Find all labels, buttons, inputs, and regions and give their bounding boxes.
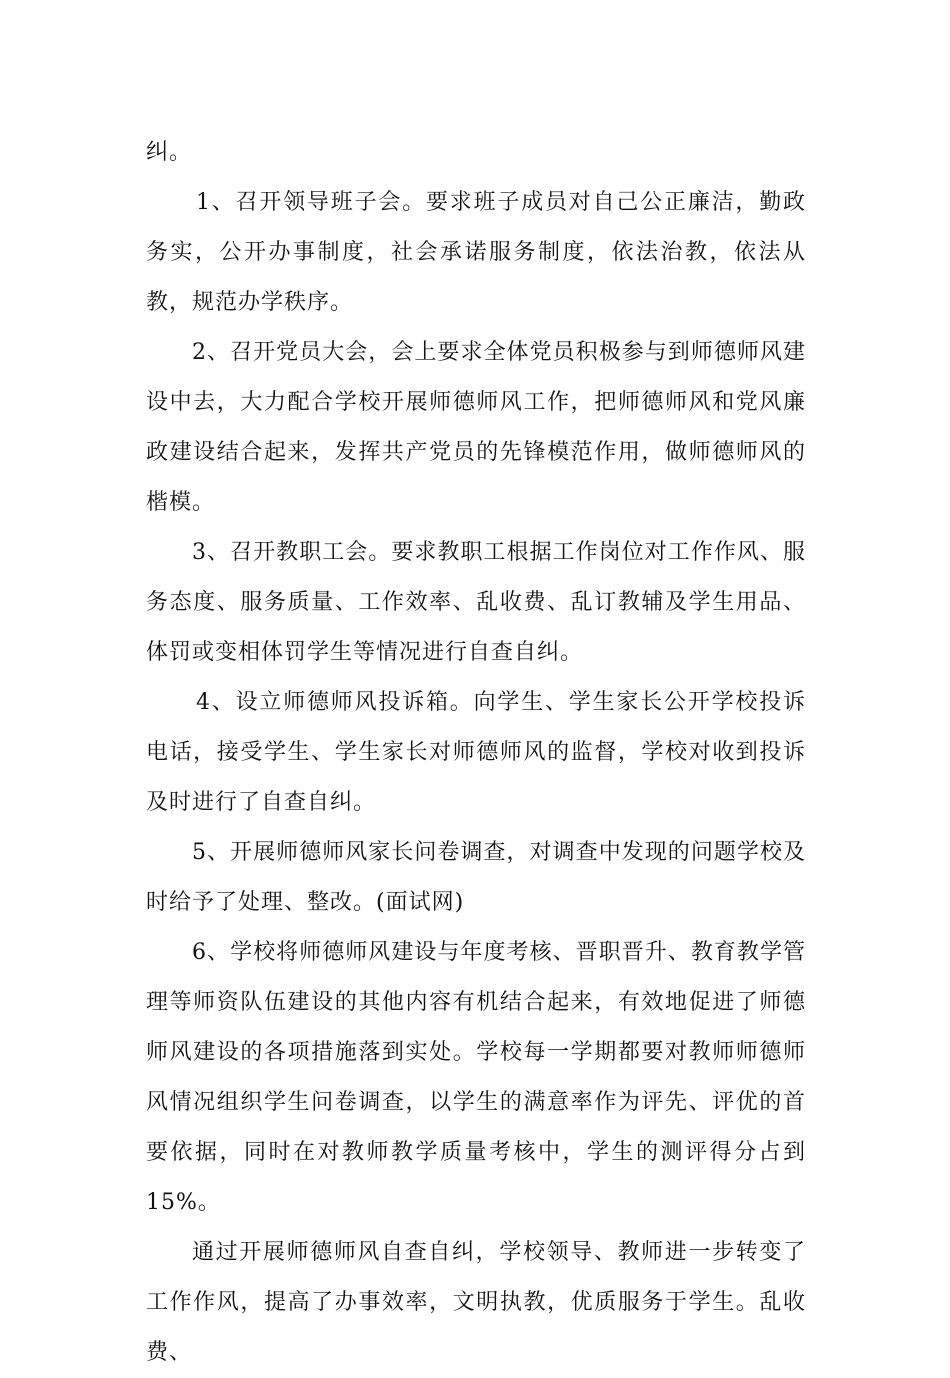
paragraph-summary: 通过开展师德师风自查自纠，学校领导、教师进一步转变了工作作风，提高了办事效率，文明执教，优质服务于学生。乱收费、 bbox=[146, 1240, 806, 1365]
paragraph-item-4: 4、设立师德师风投诉箱。向学生、学生家长公开学校投诉电话，接受学生、学生家长对师德师风的监督，学校对收到投诉及时进行了自查自纠。 bbox=[146, 690, 806, 815]
paragraph-item-6: 6、学校将师德师风建设与年度考核、晋职晋升、教育教学管理等师资队伍建设的其他内容有机结合起来，有效地促进了师德师风建设的各项措施落到实处。学校每一学期都要对教师师德师风情况组织学生问卷调查，以学生的满意率作为评先、评优的首要依据，同时在对教师教学质量考核中，学生的测评得分占到15%。 bbox=[146, 940, 806, 1215]
paragraph-continuation: 纠。 bbox=[146, 140, 193, 165]
paragraph-item-5: 5、开展师德师风家长问卷调查，对调查中发现的问题学校及时给予了处理、整改。(面试网) bbox=[146, 840, 806, 915]
paragraph-item-2: 2、召开党员大会，会上要求全体党员积极参与到师德师风建设中去，大力配合学校开展师德师风工作，把师德师风和党风廉政建设结合起来，发挥共产党员的先锋模范作用，做师德师风的楷模。 bbox=[146, 340, 806, 515]
paragraph-item-3: 3、召开教职工会。要求教职工根据工作岗位对工作作风、服务态度、服务质量、工作效率、乱收费、乱订教辅及学生用品、体罚或变相体罚学生等情况进行自查自纠。 bbox=[146, 540, 806, 665]
document-page bbox=[146, 128, 806, 1378]
paragraph-item-1: 1、召开领导班子会。要求班子成员对自己公正廉洁，勤政务实，公开办事制度，社会承诺服务制度，依法治教，依法从教，规范办学秩序。 bbox=[146, 190, 806, 315]
